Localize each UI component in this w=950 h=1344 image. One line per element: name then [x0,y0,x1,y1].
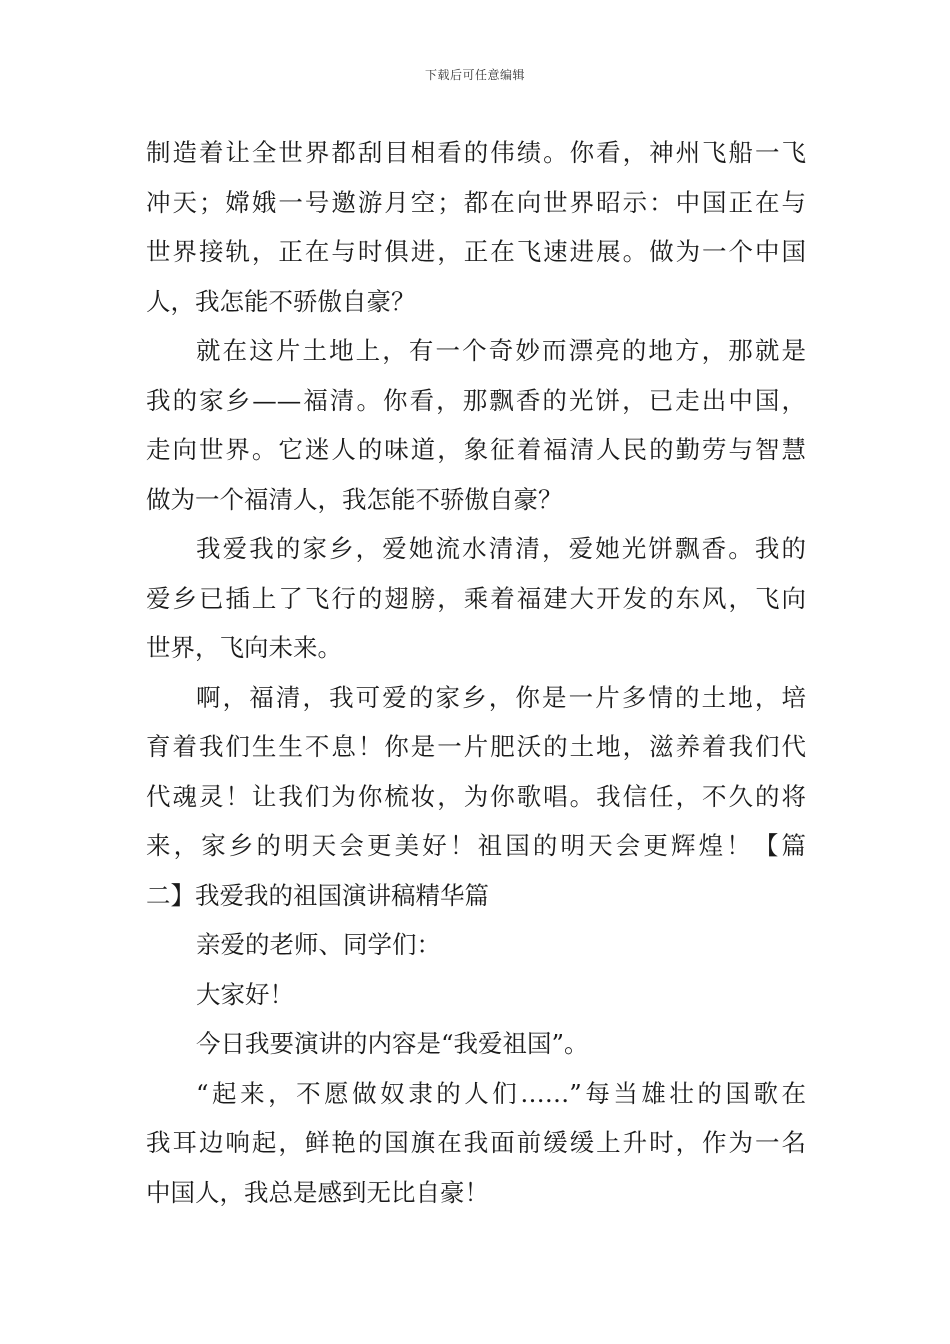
text-line: 走向世界。它迷人的味道，象征着福清人民的勤劳与智慧 [146,435,806,464]
text-line: 我爱我的家乡，爱她流水清清，爱她光饼飘香。我的 [196,534,806,563]
text-line: 代魂灵！让我们为你梳妆，为你歌唱。我信任，不久的将 [146,781,806,811]
text-line: 冲天；嫦娥一号邀游月空；都在向世界昭示：中国正在与 [146,187,806,217]
text-line: 亲爱的老师、同学们： [196,930,441,959]
text-line: 世界接轨，正在与时俱进，正在飞速进展。做为一个中国 [146,237,806,266]
text-line: 来，家乡的明天会更美好！祖国的明天会更辉煌！【篇 [146,831,806,860]
text-line: 啊，福清，我可爱的家乡，你是一片多情的土地，培 [196,682,806,712]
text-line: 爱乡已插上了飞行的翅膀，乘着福建大开发的东风，飞向 [146,583,806,613]
text-line: “起来，不愿做奴隶的人们……”每当雄壮的国歌在 [196,1078,806,1108]
text-line: 育着我们生生不息！你是一片肥沃的土地，滋养着我们代 [146,732,806,761]
text-line: 制造着让全世界都刮目相看的伟绩。你看，神州飞船一飞 [146,138,806,167]
text-line: 人，我怎能不骄傲自豪？ [146,286,416,316]
text-line: 我的家乡——福清。你看，那飘香的光饼，已走出中国， [146,385,806,415]
text-line: 世界，飞向未来。 [146,633,342,662]
text-line: 今日我要演讲的内容是“我爱祖国”。 [196,1029,589,1058]
text-line: 我耳边响起，鲜艳的国旗在我面前缓缓上升时，作为一名 [146,1128,806,1157]
text-line: 中国人，我总是感到无比自豪！ [146,1177,489,1207]
text-line: 做为一个福清人，我怎能不骄傲自豪？ [146,484,563,514]
text-line: 大家好！ [196,979,294,1009]
text-line: 二】我爱我的祖国演讲稿精华篇 [146,880,489,910]
page-header: 下载后可任意编辑 [424,68,525,82]
text-line: 就在这片土地上，有一个奇妙而漂亮的地方，那就是 [196,336,806,365]
document-body [146,128,806,1217]
